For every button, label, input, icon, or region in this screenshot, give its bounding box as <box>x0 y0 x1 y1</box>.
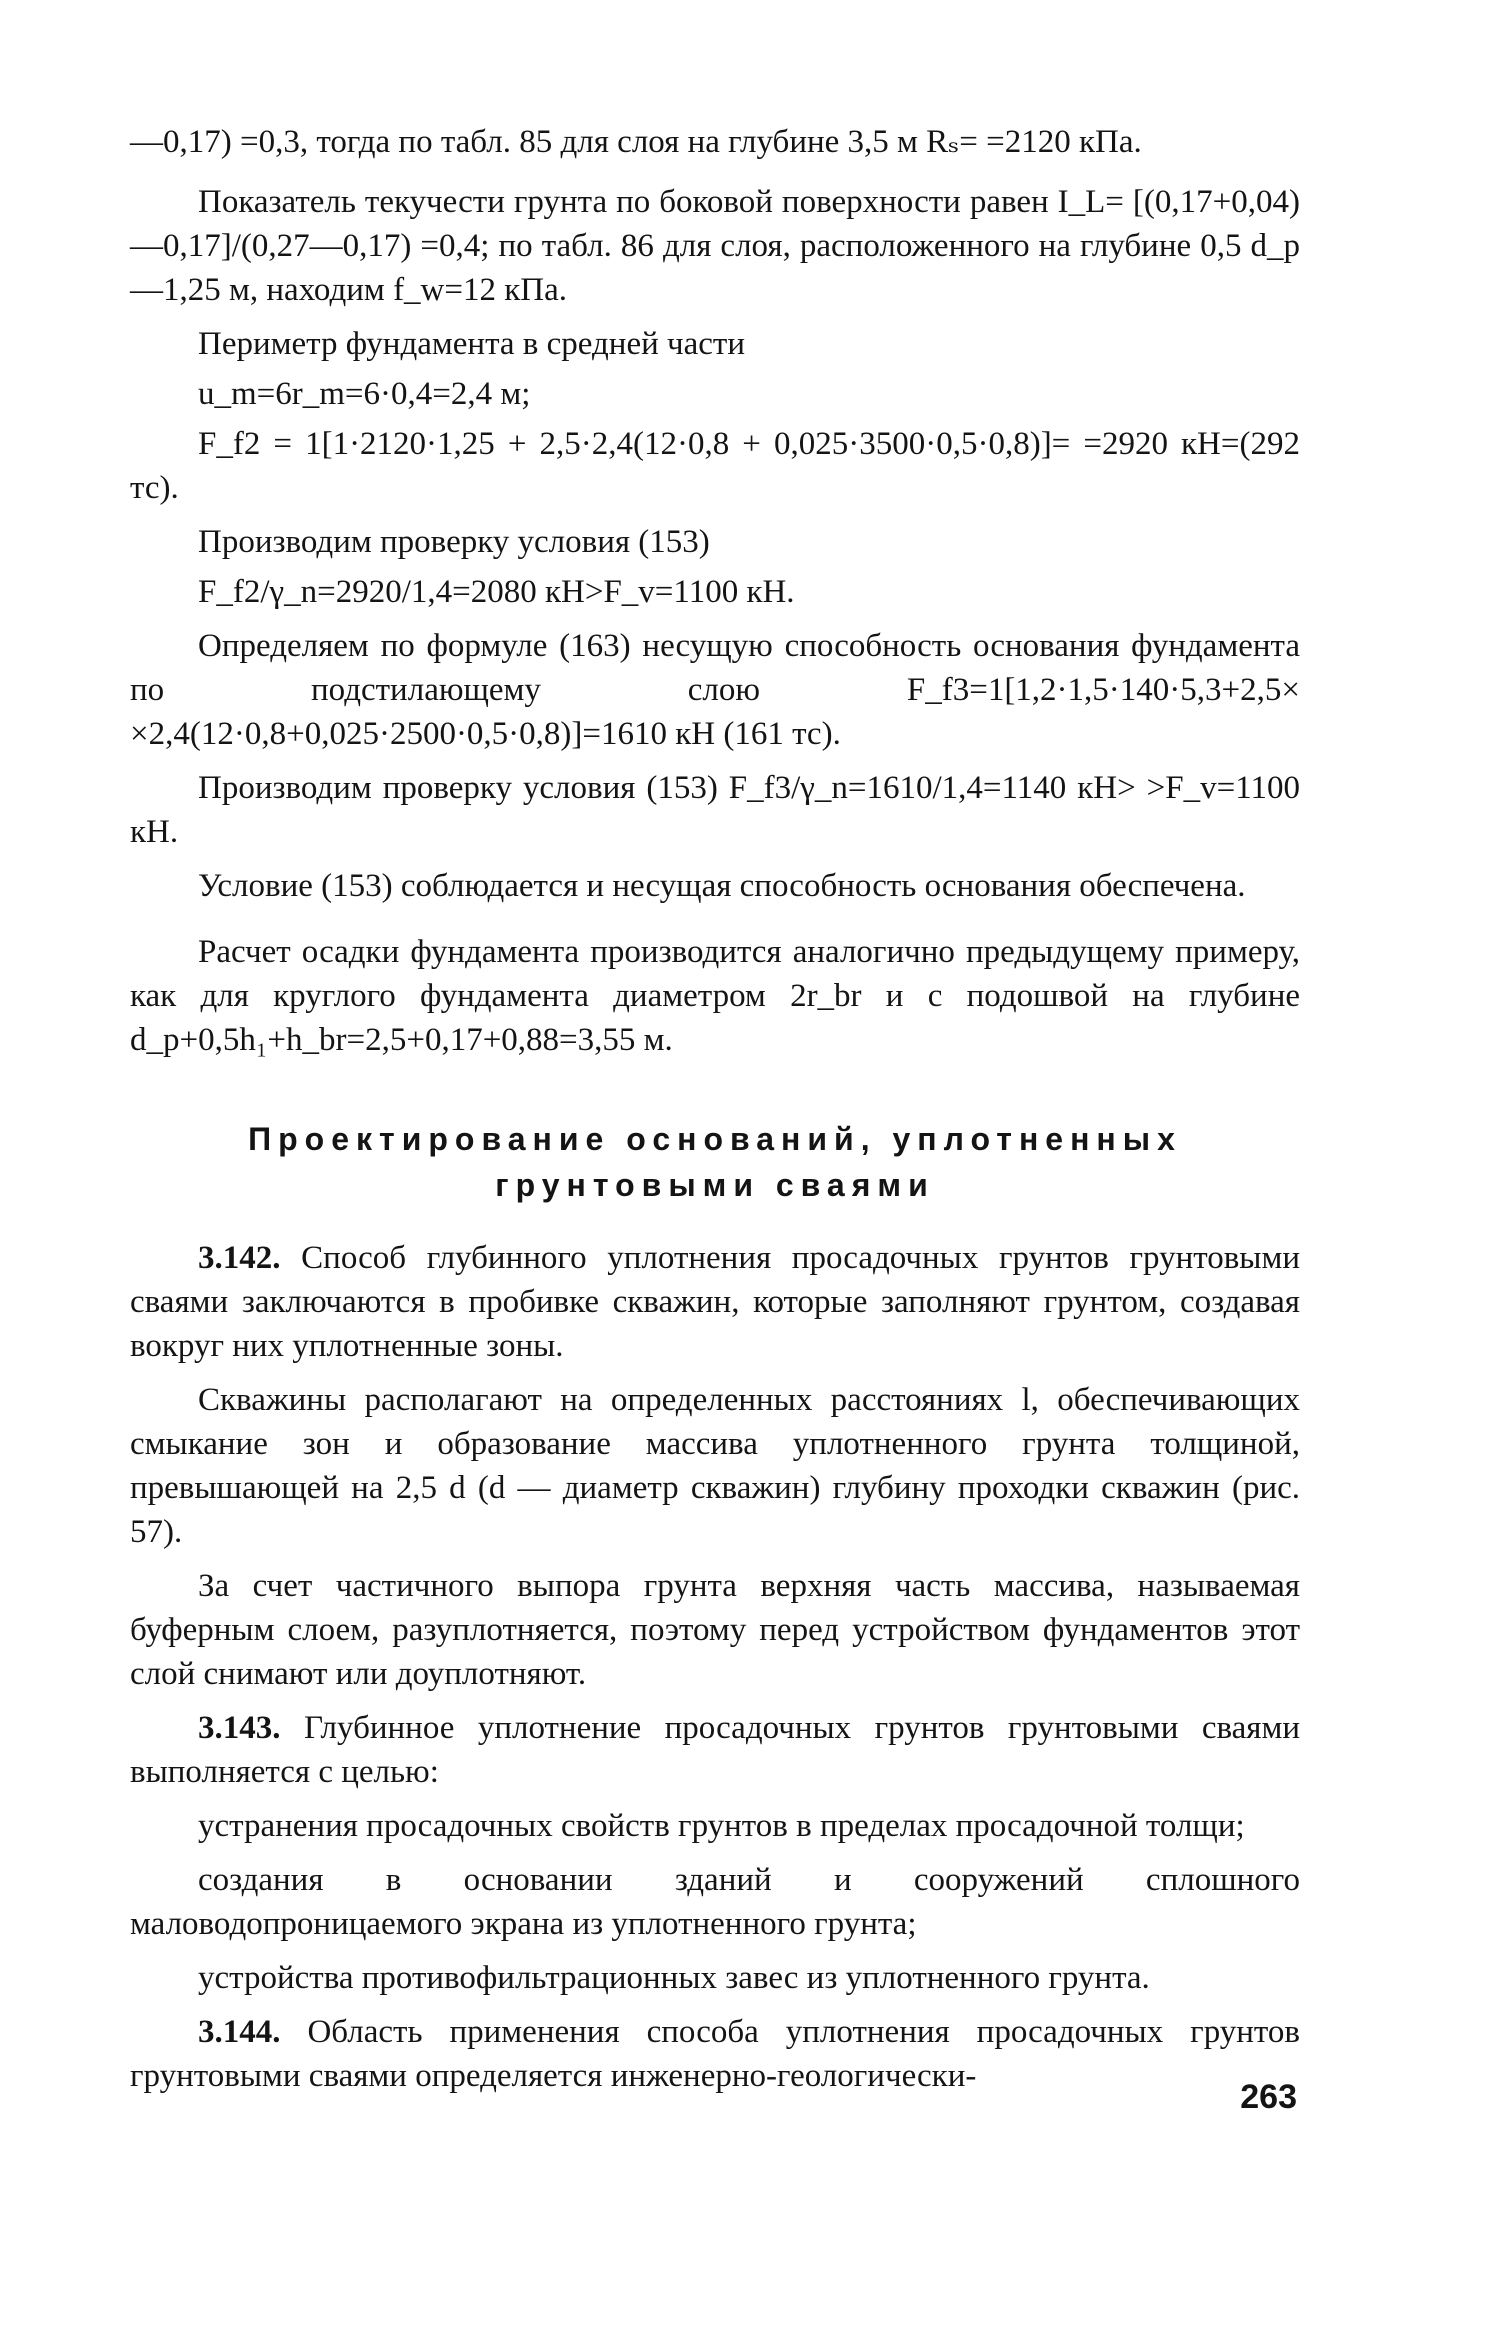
paragraph-text: Глубинное уплотнение просадочных грунтов грунтовыми сваями выполняется с целью: <box>130 1710 1301 1790</box>
paragraph-text: Область применения способа уплотнения просадочных грунтов грунтовыми сваями определяется инженерно-геологически- <box>130 2014 1300 2094</box>
paragraph-text: Способ глубинного уплотнения просадочных грунтов грунтовыми сваями заключаются в пробивке скважин, которые заполняют грунтом, создавая вокруг них уплотненные зоны. <box>130 1240 1301 1364</box>
formula-line: F_f2/γ_n=2920/1,4=2080 кН>F_v=1100 кН. <box>198 574 795 610</box>
paragraph: Производим проверку условия (153) <box>198 524 710 560</box>
paragraph: Расчет осадки фундамента производится аналогично предыдущему примеру, как для круглого фундамента диаметром 2r_br и с подошвой на глубине d_p+0,5h₁+h_br=2,5+0,17+0,88=3,55 м. <box>130 934 1300 1058</box>
paragraph-number: 3.142. <box>198 1240 281 1276</box>
numbered-paragraph <box>130 1706 1300 1794</box>
page-content <box>130 120 1300 2108</box>
paragraph: Условие (153) соблюдается и несущая способность основания обеспечена. <box>198 868 1246 904</box>
paragraph-number: 3.143. <box>198 1710 281 1746</box>
paragraph: Скважины располагают на определенных расстояниях l, обеспечивающих смыкание зон и образование массива уплотненного грунта толщиной, превышающей на 2,5 d (d — диаметр скважин) глубину проходки скважин (рис. 57). <box>130 1382 1300 1550</box>
page-number: 263 <box>1240 2078 1297 2116</box>
formula-line: F_f2 = 1[1·2120·1,25 + 2,5·2,4(12·0,8 + 0,025·3500·0,5·0,8)]= =2920 кН=(292 тс). <box>130 426 1300 506</box>
paragraph: Производим проверку условия (153) F_f3/γ_n=1610/1,4=1140 кН> >F_v=1100 кН. <box>130 770 1300 850</box>
formula-line: u_m=6r_m=6·0,4=2,4 м; <box>198 376 531 412</box>
section-heading: Проектирование оснований, уплотненных грунтовыми сваями <box>248 1121 1182 1203</box>
paragraph: —0,17) =0,3, тогда по табл. 85 для слоя на глубине 3,5 м Rₛ= =2120 кПа. <box>130 124 1142 160</box>
paragraph: Периметр фундамента в средней части <box>198 326 745 362</box>
paragraph: Показатель текучести грунта по боковой поверхности равен I_L= [(0,17+0,04)—0,17]/(0,27—0,17) =0,4; по табл. 86 для слоя, расположенного на глубине 0,5 d_p—1,25 м, находим f_w=12 кПа. <box>130 184 1300 308</box>
numbered-paragraph <box>130 1236 1300 1368</box>
paragraph: Определяем по формуле (163) несущую способность основания фундамента по подстилающему слою F_f3=1[1,2·1,5·140·5,3+2,5× ×2,4(12·0,8+0,025·2500·0,5·0,8)]=1610 кН (161 тс). <box>130 628 1300 752</box>
numbered-paragraph <box>130 2010 1300 2098</box>
paragraph: За счет частичного выпора грунта верхняя часть массива, называемая буферным слоем, разуплотняется, поэтому перед устройством фундаментов этот слой снимают или доуплотняют. <box>130 1568 1300 1692</box>
list-item: создания в основании зданий и сооружений сплошного маловодопроницаемого экрана из уплотненного грунта; <box>130 1862 1300 1942</box>
list-item: устройства противофильтрационных завес из уплотненного грунта. <box>198 1960 1150 1996</box>
paragraph-number: 3.144. <box>198 2014 281 2050</box>
list-item: устранения просадочных свойств грунтов в пределах просадочной толщи; <box>198 1808 1245 1844</box>
